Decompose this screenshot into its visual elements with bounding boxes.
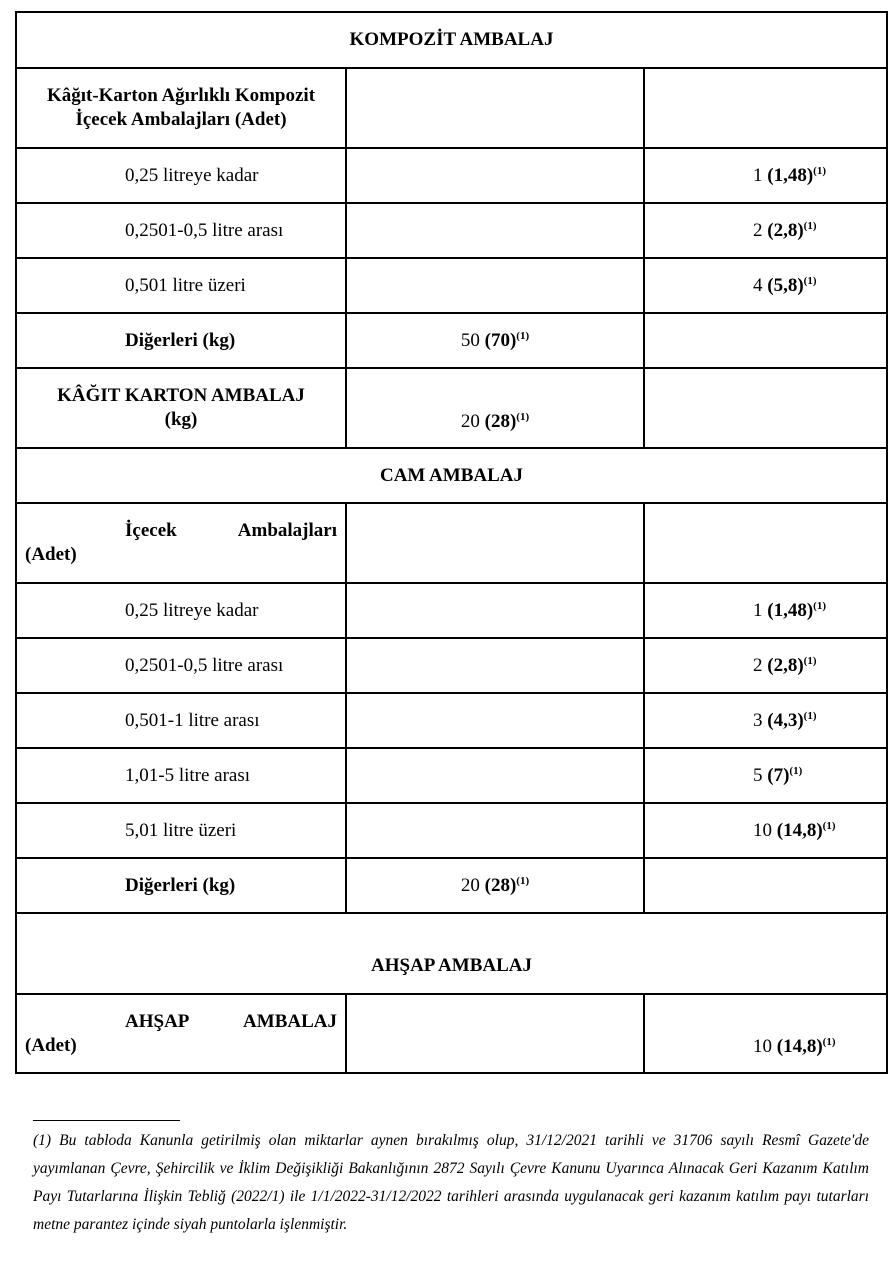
empty-cell <box>644 313 887 368</box>
glass-beverage-header: İçecek Ambalajları (Adet) <box>16 503 346 583</box>
composite-beverage-header: Kâğıt-Karton Ağırlıklı Kompozit İçecek Ambalajları (Adet) <box>16 68 346 148</box>
empty-cell <box>644 68 887 148</box>
glass-row-value: 2 $(2,8)^{(1)}$ <box>644 638 887 693</box>
composite-others-value: 50 $(70)^{(1)}$ <box>346 313 644 368</box>
empty-cell <box>346 203 644 258</box>
wood-row-value: 10 $(14,8)^{(1)}$ <box>644 994 887 1073</box>
paper-value: 20 $(28)^{(1)}$ <box>346 368 644 448</box>
glass-row-value: 3 $(4,3)^{(1)}$ <box>644 693 887 748</box>
composite-row-value: 2 $(2,8)^{(1)}$ <box>644 203 887 258</box>
empty-cell <box>644 858 887 913</box>
glass-row-value: 5 $(7)^{(1)}$ <box>644 748 887 803</box>
empty-cell <box>644 503 887 583</box>
section-title-glass: CAM AMBALAJ <box>16 448 887 503</box>
glass-row-value: 1 $(1,48)^{(1)}$ <box>644 583 887 638</box>
empty-cell <box>346 693 644 748</box>
wood-row-label: AHŞAP AMBALAJ (Adet) <box>16 994 346 1073</box>
composite-row-value: 4 $(5,8)^{(1)}$ <box>644 258 887 313</box>
composite-row-value: 1 $(1,48)^{(1)}$ <box>644 148 887 203</box>
glass-row-label: 0,25 litreye kadar <box>16 583 346 638</box>
empty-cell <box>346 583 644 638</box>
packaging-fee-table <box>15 11 888 1074</box>
paper-title: KÂĞIT KARTON AMBALAJ (kg) <box>16 368 346 448</box>
glass-row-label: 0,2501-0,5 litre arası <box>16 638 346 693</box>
section-title-wood: AHŞAP AMBALAJ <box>16 913 887 994</box>
composite-row-label: 0,501 litre üzeri <box>16 258 346 313</box>
empty-cell <box>346 638 644 693</box>
glass-others-value: 20 $(28)^{(1)}$ <box>346 858 644 913</box>
glass-row-value: 10 $(14,8)^{(1)}$ <box>644 803 887 858</box>
empty-cell <box>346 803 644 858</box>
empty-cell <box>346 748 644 803</box>
empty-cell <box>346 68 644 148</box>
empty-cell <box>346 503 644 583</box>
footnote-rule <box>33 1120 180 1121</box>
composite-others-label: Diğerleri (kg) <box>16 313 346 368</box>
footnote: (1) Bu tabloda Kanunla getirilmiş olan miktarlar aynen bırakılmış olup, 31/12/2021 tarihli ve 31706 sayılı Resmî Gazete'de yayımlanan Çevre, Şehircilik ve İklim Değişikliği Bakanlığının 2872 Sayılı Çevre Kanunu Uyarınca Alınacak Geri Kazanım Katılım Payı Tutarlarına İlişkin Tebliğ (2022/1) ile 1/1/2022-31/12/2022 tarihleri arasında uygulanacak geri kazanım katılım payı tutarları metne parantez içinde siyah puntolarla işlenmiştir. <box>33 1132 869 1233</box>
glass-row-label: 0,501-1 litre arası <box>16 693 346 748</box>
empty-cell <box>346 994 644 1073</box>
glass-others-label: Diğerleri (kg) <box>16 858 346 913</box>
composite-row-label: 0,2501-0,5 litre arası <box>16 203 346 258</box>
empty-cell <box>346 148 644 203</box>
glass-row-label: 5,01 litre üzeri <box>16 803 346 858</box>
empty-cell <box>644 368 887 448</box>
empty-cell <box>346 258 644 313</box>
composite-row-label: 0,25 litreye kadar <box>16 148 346 203</box>
glass-row-label: 1,01-5 litre arası <box>16 748 346 803</box>
section-title-composite: KOMPOZİT AMBALAJ <box>16 12 887 68</box>
